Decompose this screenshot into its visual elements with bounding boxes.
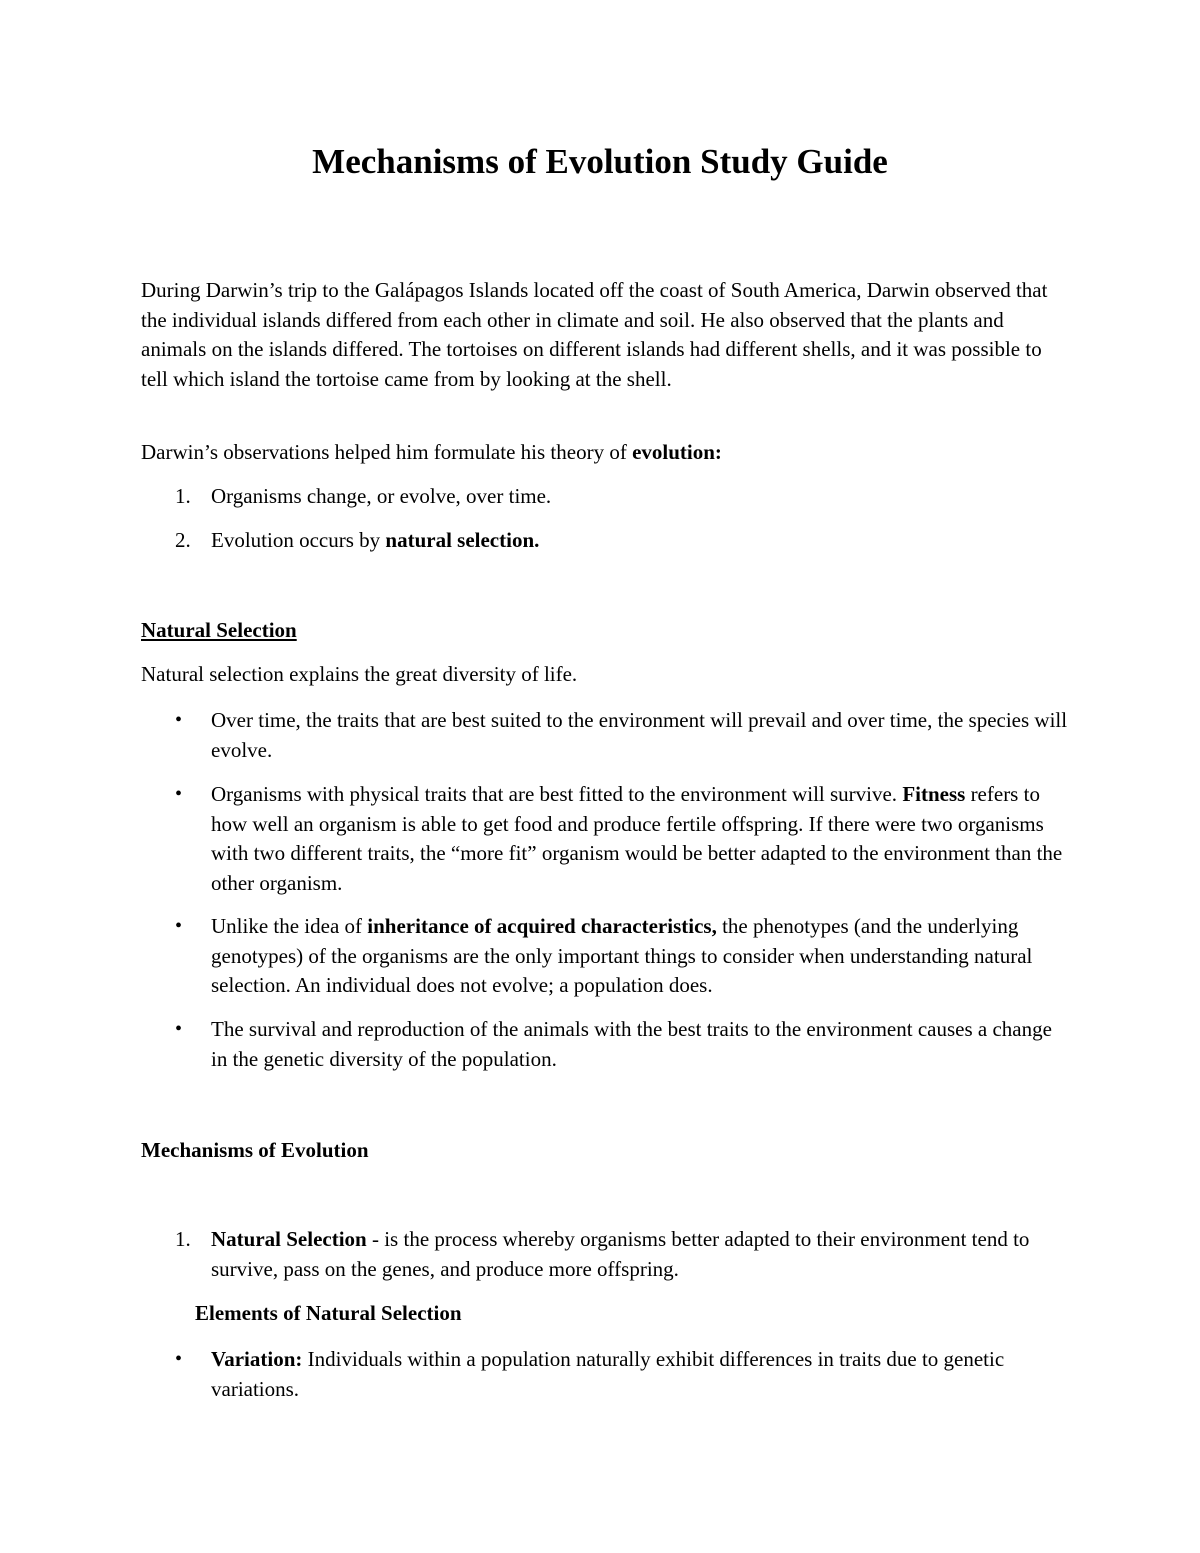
bullet-text: Over time, the traits that are best suited to the environment will prevail and over time, the species will evolve. [211,708,1068,762]
bullet-icon: • [175,1018,183,1040]
section-heading-mechanisms: Mechanisms of Evolution [141,1138,369,1162]
bullet-icon: • [175,1348,183,1370]
theory-statement [141,438,1071,468]
bullet-text: The survival and reproduction of the animals with the best traits to the environment causes a change in the genetic diversity of the population. [211,1017,1052,1071]
list-number: 2. [175,528,191,552]
page-title: Mechanisms of Evolution Study Guide [312,142,888,181]
bullet-icon: • [175,783,183,805]
mechanism-definition: - is the process whereby organisms better adapted to their environment tend to survive, pass on the genes, and produce more offspring. [211,1227,1030,1281]
bullet-text: refers to how well an organism is able to get food and produce fertile offspring. If there were two organisms with two different traits, the “more fit” organism would be better adapted to the environment than the other organism. [211,782,1063,895]
bullet-bold-term: inheritance of acquired characteristics, [367,914,717,938]
list-item-text: Evolution occurs by [211,528,386,552]
variation-term: Variation: [211,1347,303,1371]
list-number: 1. [175,1227,191,1251]
natural-selection-intro: Natural selection explains the great diversity of life. [141,662,578,686]
section-heading-natural-selection: Natural Selection [141,618,297,642]
list-number: 1. [175,484,191,508]
list-item-text: Organisms change, or evolve, over time. [211,484,552,508]
intro-paragraph: During Darwin’s trip to the Galápagos Islands located off the coast of South America, Darwin observed that the individual islands differed from each other in climate and soil. He also observed that the plants and animals on the islands differed. The tortoises on different islands had different shells, and it was possible to tell which island the tortoise came from by looking at the shell. [141,278,1048,391]
mechanism-term: Natural Selection [211,1227,367,1251]
elements-heading: Elements of Natural Selection [195,1301,462,1325]
bullet-text: Unlike the idea of [211,914,368,938]
bullet-text: Organisms with physical traits that are best fitted to the environment will survive. [211,782,903,806]
list-item-bold: natural selection. [385,528,540,552]
bullet-icon: • [175,915,183,937]
bullet-icon: • [175,709,183,731]
theory-lead: Darwin’s observations helped him formulate his theory of [141,440,633,464]
theory-bold-term: evolution: [632,440,722,464]
bullet-text: the phenotypes (and the underlying genotypes) of the organisms are the only important things to consider when understanding natural selection. An individual does not evolve; a population does. [211,914,1033,997]
variation-definition: Individuals within a population naturally exhibit differences in traits due to genetic variations. [211,1347,1005,1401]
bullet-bold-term: Fitness [902,782,966,806]
